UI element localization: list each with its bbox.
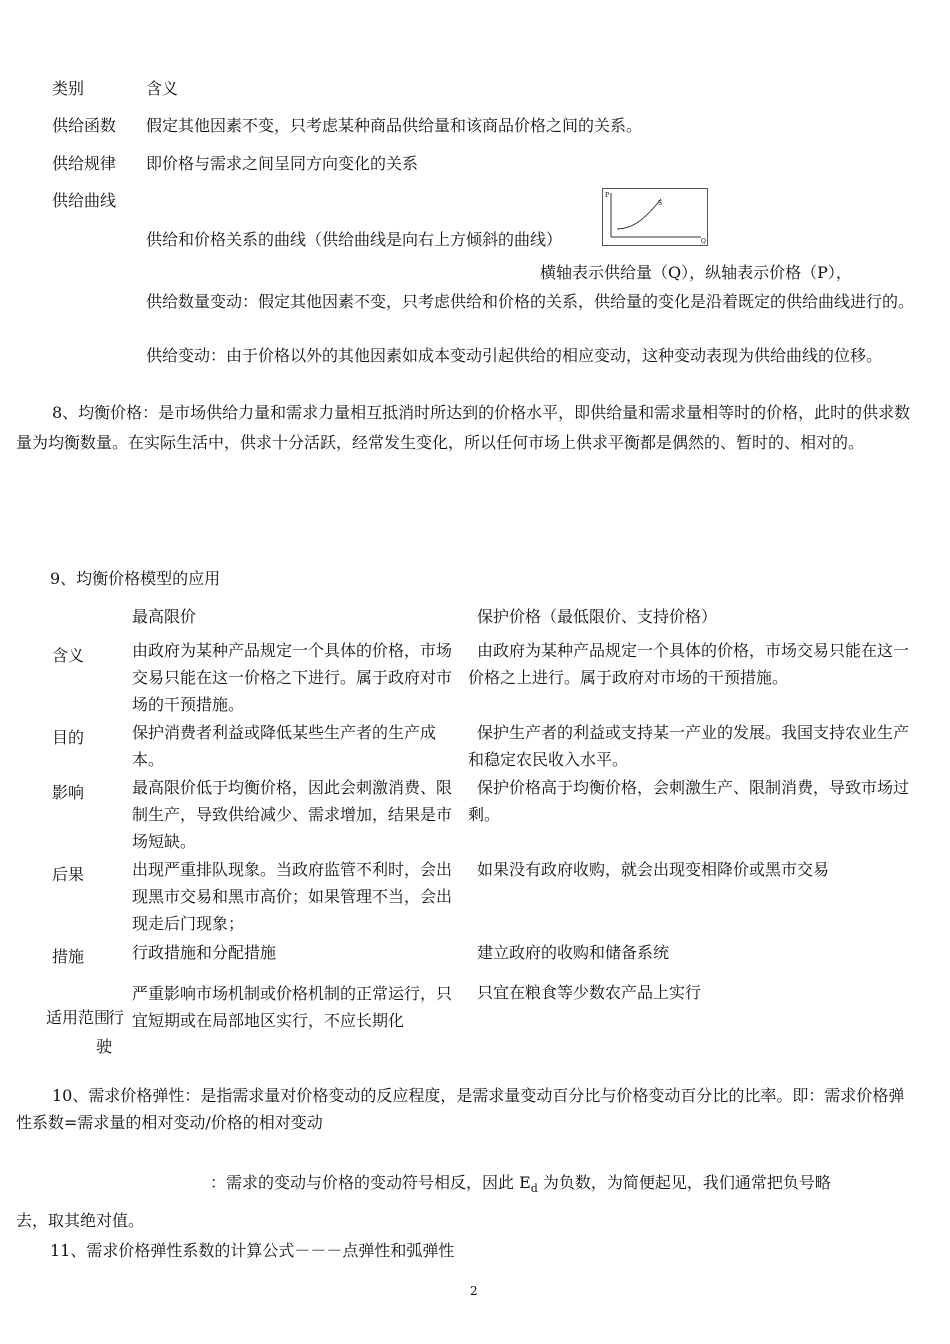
section-8-equilibrium-price: 8、均衡价格：是市场供给力量和需求力量相互抵消时所达到的价格水平，即供给量和需求量相等时的价格，此时的供求数量为均衡数量。在实际生活中，供求十分活跃，经常发生变化，所以任何市场上供求平衡都是偶然的、暂时的、相对的。	[16, 403, 911, 452]
supply-curve-line	[617, 199, 661, 229]
supply-law-term: 供给规律	[52, 154, 117, 173]
section-11-formula: 11、需求价格弹性系数的计算公式－－－点弹性和弧弹性	[50, 1241, 455, 1260]
s-curve-label: S	[658, 200, 663, 207]
supply-quantity-change: 供给数量变动：假定其他因素不变，只考虑供给和价格的关系，供给量的变化是沿着既定的供给曲线进行的。	[146, 292, 915, 311]
support-price-consequence: 如果没有政府收购，就会出现变相降价或黑市交易	[477, 860, 830, 879]
row-label-purpose: 目的	[52, 728, 85, 747]
p-axis-label: P	[605, 192, 610, 199]
row-label-scope-overlap: 行	[108, 1008, 125, 1027]
max-price-purpose: 保护消费者利益或降低某些生产者的生产成本。	[132, 723, 437, 769]
row-label-impact: 影响	[52, 783, 85, 802]
supply-curve-figure	[602, 188, 708, 246]
supply-function-text: 假定其他因素不变，只考虑某种商品供给量和该商品价格之间的关系。	[146, 116, 643, 135]
section-10-price-elasticity: 10、需求价格弹性：是指需求量对价格变动的反应程度，是需求量变动百分比与价格变动百分比的比率。即：需求价格弹性系数=需求量的相对变动/价格的相对变动	[16, 1086, 905, 1132]
elasticity-note	[210, 1172, 831, 1200]
elasticity-subscript-d: d	[530, 1182, 538, 1196]
elasticity-note-part1: ：需求的变动与价格的变动符号相反，因此 E	[210, 1173, 531, 1192]
row-label-consequence: 后果	[52, 865, 85, 884]
supply-curve-desc: 供给和价格关系的曲线（供给曲线是向右上方倾斜的曲线）	[146, 230, 563, 249]
page-number: 2	[470, 1284, 478, 1298]
row-label-meaning: 含义	[52, 646, 85, 665]
supply-law-text: 即价格与需求之间呈同方向变化的关系	[146, 154, 419, 173]
q-axis-label: Q	[701, 238, 706, 245]
supply-change: 供给变动：由于价格以外的其他因素如成本变动引起供给的相应变动，这种变动表现为供给曲线的位移。	[146, 346, 883, 365]
max-price-scope: 严重影响市场机制或价格机制的正常运行，只宜短期或在局部地区实行，不应长期化	[132, 984, 453, 1030]
support-price-measures: 建立政府的收购和储备系统	[477, 943, 670, 962]
table-header-meaning: 含义	[146, 79, 179, 98]
max-price-measures: 行政措施和分配措施	[132, 943, 277, 962]
row-label-scope: 适用范围	[46, 1008, 111, 1027]
elasticity-note-part2: 为负数，为简便起见，我们通常把负号略	[537, 1173, 831, 1192]
max-price-consequence: 出现严重排队现象。当政府监管不利时，会出现黑市交易和黑市高价；如果管理不当，会出现走后门现象；	[132, 860, 453, 933]
axes-description: 横轴表示供给量（Q），纵轴表示价格（P），	[540, 263, 852, 282]
support-price-purpose: 保护生产者的利益或支持某一产业的发展。我国支持农业生产和稳定农民收入水平。	[468, 723, 910, 769]
elasticity-note-end: 去，取其绝对值。	[16, 1211, 145, 1230]
section-9-title: 9、均衡价格模型的应用	[50, 569, 221, 588]
col-header-support-price: 保护价格（最低限价、支持价格）	[477, 607, 718, 626]
support-price-scope: 只宜在粮食等少数农产品上实行	[477, 983, 702, 1002]
support-price-meaning: 由政府为某种产品规定一个具体的价格，市场交易只能在这一价格之上进行。属于政府对市场的干预措施。	[468, 641, 910, 687]
table-header-category: 类别	[52, 79, 85, 98]
supply-curve-term: 供给曲线	[52, 191, 117, 210]
supply-curve-chart	[603, 189, 707, 245]
max-price-impact: 最高限价低于均衡价格，因此会刺激消费、限制生产，导致供给减少、需求增加，结果是市场短缺。	[132, 778, 453, 851]
supply-function-term: 供给函数	[52, 116, 117, 135]
row-label-scope-tail: 驶	[96, 1037, 113, 1056]
row-label-measures: 措施	[52, 947, 85, 966]
max-price-meaning: 由政府为某种产品规定一个具体的价格，市场交易只能在这一价格之下进行。属于政府对市场的干预措施。	[132, 641, 453, 714]
support-price-impact: 保护价格高于均衡价格，会刺激生产、限制消费，导致市场过剩。	[468, 778, 910, 824]
col-header-max-price: 最高限价	[132, 607, 197, 626]
